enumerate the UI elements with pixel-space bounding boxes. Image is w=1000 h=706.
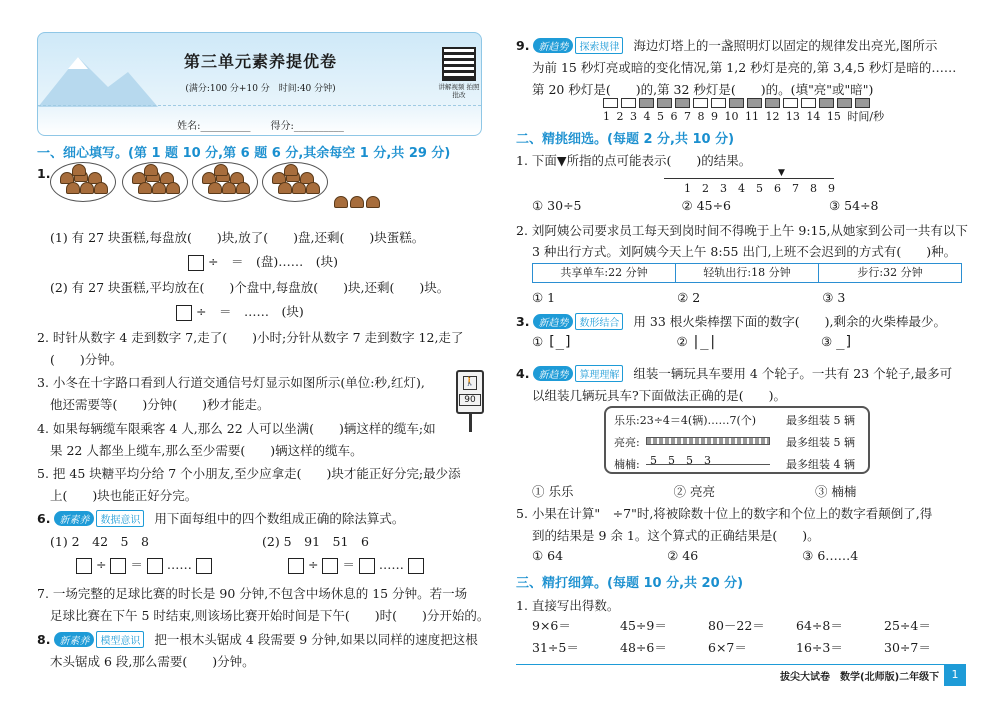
q7: 7. 一场完整的足球比赛的时长是 90 分钟,不包含中场休息的 15 分钟。若一场 [37,586,468,601]
signal-pole [469,414,472,432]
q2-line2: ( )分钟。 [50,352,123,367]
q6-text: 用下面每组中的四个数组成正确的除法算式。 [154,511,405,526]
timeline-cell [837,98,852,108]
q3: 3. 小冬在十字路口看到人行道交通信号灯显示如图所示(单位:秒,红灯), [37,375,425,390]
signal-seconds: 90 [459,394,481,406]
tag-new: 新素养 [54,511,94,526]
q6-answer-1: ÷ ＝ …… [76,555,212,574]
timeline-cell [603,98,618,108]
traffic-signal-icon: 🚶 90 [456,370,484,414]
q6-group1: (1) 2 42 5 8 [50,534,149,549]
cupcake-icon [366,196,380,208]
answer-box[interactable] [147,558,163,574]
timeline-labels: 1 2 3 4 5 6 7 8 9 10 11 12 13 14 15 时间/秒 [603,110,885,123]
timeline-cell [639,98,654,108]
q4: 4. 如果每辆缆车限乘客 4 人,那么 22 人可以坐满( )辆这样的缆车;如 [37,421,436,436]
table-cell: 步行:32 分钟 [857,266,923,279]
cupcake-icon [138,182,152,194]
answer-box[interactable] [188,255,204,271]
option-b[interactable]: ② 45÷6 [681,198,732,213]
q6: 6. 新素养 数据意识 用下面每组中的四个数组成正确的除法算式。 [37,511,405,526]
cupcake-icon [208,182,222,194]
choice-1: 1. 下面▼所指的点可能表示( )的结果。 [516,153,752,168]
calc-item[interactable]: 25÷4＝ [884,618,931,633]
section-3-title: 三、精打细算。(每题 10 分,共 20 分) [516,576,744,591]
answer-box[interactable] [76,558,92,574]
calc-item[interactable]: 9×6＝ [532,618,571,633]
timeline-cell [819,98,834,108]
equation-text: ÷ ＝ (盘)…… (块) [207,254,338,269]
divider [38,105,481,106]
tag-new: 新素养 [54,632,94,647]
option-c[interactable]: ③ 54÷8 [829,198,879,213]
cupcake-icon [152,182,166,194]
footer-text: 拔尖大试卷 数学(北师版)二年级下 [780,672,940,683]
method-box [604,406,870,474]
cupcake-icon [144,164,158,176]
tag-topic: 数据意识 [96,510,144,527]
option-a[interactable]: ① 乐乐 [532,484,574,499]
q1-part1-equation [188,252,338,271]
header-box [37,32,482,136]
choice-4-line2: 以组装几辆玩具车?下面做法正确的是( )。 [532,388,786,403]
q8-line2: 木头锯成 6 段,那么需要( )分钟。 [50,654,255,669]
answer-box[interactable] [288,558,304,574]
cupcake-icon [214,164,228,176]
calc-item[interactable]: 45÷9＝ [620,618,667,633]
nannan-numbers: 5 5 5 3 [650,454,711,467]
calc-item[interactable]: 48÷6＝ [620,640,667,655]
option-c[interactable]: ③ [820,334,833,349]
timeline-cell [657,98,672,108]
tag-topic: 探索规律 [575,37,623,54]
tag-new: 新趋势 [533,38,573,53]
timeline-cell [747,98,762,108]
choice-3-text: 用 33 根火柴棒摆下面的数字( ),剩余的火柴棒最少。 [633,314,947,329]
timeline-cell [783,98,798,108]
cupcake-icon [72,164,86,176]
q1-part1: (1) 有 27 块蛋糕,每盘放( )块,放了( )盘,还剩( )块蛋糕。 [50,230,425,245]
name-score-line: 姓名:__________ 得分:__________ [177,121,344,132]
cupcake-icon [292,182,306,194]
nannan-bar [646,464,770,465]
answer-box[interactable] [408,558,424,574]
timeline-cell [693,98,708,108]
section-1-title: 一、细心填写。(第 1 题 10 分,第 6 题 6 分,其余每空 1 分,共 29 分) [37,146,451,161]
number-line [664,178,834,179]
q4-line2: 果 22 人都坐上缆车,那么至少需要( )辆这样的缆车。 [50,443,363,458]
answer-box[interactable] [359,558,375,574]
timeline-cell [711,98,726,108]
q6-group2: (2) 5 91 51 6 [262,534,369,549]
q7-line2: 足球比赛在下午 5 时结束,则该场比赛开始时间是下午( )时( )分开始的。 [50,608,490,623]
calc-item[interactable]: 6×7＝ [708,640,747,655]
choice-4-options [532,482,856,500]
tag-topic: 模型意识 [96,631,144,648]
cupcake-icon [350,196,364,208]
method-liangliang: 亮亮: [614,436,640,449]
q9-line2: 为前 15 秒灯亮或暗的变化情况,第 1,2 秒灯是亮的,第 3,4,5 秒灯是暗的…… [532,60,957,75]
option-b[interactable]: ② 亮亮 [673,484,715,499]
choice-1-options [532,198,879,213]
option-c[interactable]: ③ 3 [822,290,846,305]
q1-number: 1. [37,166,51,181]
cupcake-icon [236,182,250,194]
cupcake-icon [80,182,94,194]
calc-item[interactable]: 31÷5＝ [532,640,579,655]
tag-topic: 算理理解 [575,365,623,382]
cupcake-icon [278,182,292,194]
timeline-cell [855,98,870,108]
footer-line [516,664,946,665]
choice-3-options: ① [_] ② |_| ③ _] [532,334,854,350]
option-c[interactable]: ③ 6……4 [802,548,859,563]
timeline-cell [621,98,636,108]
choice-5-options [532,548,858,563]
travel-table [532,263,962,283]
result-lele: 最多组装 5 辆 [786,414,855,427]
calc-item[interactable]: 64÷8＝ [796,618,843,633]
q6-answer-2: ÷ ＝ …… [288,555,424,574]
choice-5-line2: 到的结果是 9 余 1。这个算式的正确结果是( )。 [532,528,820,543]
tag-topic: 数形结合 [575,313,623,330]
q2: 2. 时针从数字 4 走到数字 7,走了( )小时;分针从数字 7 走到数字 12,走了 [37,330,464,345]
tag-new: 新趋势 [533,314,573,329]
calc-item[interactable]: 16÷3＝ [796,640,843,655]
calc-1: 1. 直接写出得数。 [516,598,620,613]
answer-box[interactable] [322,558,338,574]
page-number: 1 [944,664,966,686]
page-subtitle: (满分:100 分+10 分 时间:40 分钟) [185,84,336,94]
cupcake-icon [94,182,108,194]
option-b[interactable]: ② [676,334,688,349]
timeline-cell [675,98,690,108]
option-a[interactable]: ① 64 [532,548,564,563]
pointer-icon: ▼ [778,168,785,178]
answer-box[interactable] [110,558,126,574]
option-b[interactable]: ② 46 [667,548,699,563]
option-b[interactable]: ② 2 [677,290,701,305]
timeline-cell [765,98,780,108]
cupcake-icon [66,182,80,194]
option-a[interactable]: ① [532,334,544,349]
calc-item[interactable]: 80－22＝ [708,618,765,633]
answer-box[interactable] [176,305,192,321]
q9-line3: 第 20 秒灯是( )的,第 32 秒灯是( )的。(填"亮"或"暗") [532,82,874,97]
method-nannan: 楠楠: [614,458,640,471]
qr-code-icon[interactable] [442,47,476,81]
q1-part2-equation [176,302,304,321]
cupcake-icon [306,182,320,194]
table-cell: 共享单车:22 分钟 [533,264,676,282]
choice-4-text: 组装一辆玩具车要用 4 个轮子。一共有 23 个轮子,最多可 [633,366,953,381]
cupcake-icon [166,182,180,194]
calc-item[interactable]: 30÷7＝ [884,640,931,655]
choice-5: 5. 小果在计算" ÷7"时,将被除数十位上的数字和个位上的数字看颠倒了,得 [516,506,933,521]
qr-caption: 讲解视频 拍照批改 [438,83,480,99]
choice-2-options [532,290,845,305]
choice-3: 3. 新趋势 数形结合 用 33 根火柴棒摆下面的数字( ),剩余的火柴棒最少。 [516,314,947,329]
q9: 9. 新趋势 探索规律 海边灯塔上的一盏照明灯以固定的规律发出亮光,图所示 [516,38,938,53]
equation-text: ÷ ＝ …… (块) [195,304,304,319]
wheels-icon [646,437,770,445]
timeline-cell [801,98,816,108]
number-line-ticks: 1 2 3 4 5 6 7 8 9 [684,182,835,195]
result-nannan: 最多组装 4 辆 [786,458,855,471]
q5-line2: 上( )块也能正好分完。 [50,488,198,503]
table-cell: 轻轨出行:18 分钟 [676,264,819,282]
method-lele: 乐乐:23÷4＝4(辆)……7(个) [614,414,757,427]
q8-text: 把一根木头锯成 4 段需要 9 分钟,如果以同样的速度把这根 [154,632,478,647]
q8: 8. 新素养 模型意识 把一根木头锯成 4 段需要 9 分钟,如果以同样的速度把这根 [37,632,478,647]
tag-new: 新趋势 [533,366,573,381]
q1-part2: (2) 有 27 块蛋糕,平均放在( )个盘中,每盘放( )块,还剩( )块。 [50,280,450,295]
timeline-cell [729,98,744,108]
cupcake-icon [284,164,298,176]
choice-2-line2: 3 种出行方式。刘阿姨今天上午 8:55 出门,上班不会迟到的方式有( )种。 [532,244,957,259]
q3-line2: 他还需要等( )分钟( )秒才能走。 [50,397,270,412]
answer-box[interactable] [196,558,212,574]
option-a[interactable]: ① 1 [532,290,556,305]
choice-2: 2. 刘阿姨公司要求员工每天到岗时间不得晚于上午 9:15,从她家到公司一共有以下 [516,223,968,238]
result-liangliang: 最多组装 5 辆 [786,436,855,449]
option-a[interactable]: ① 30÷5 [532,198,582,213]
q5: 5. 把 45 块糖平均分给 7 个小朋友,至少应拿走( )块才能正好分完;最少添 [37,466,461,481]
page-title: 第三单元素养提优卷 [183,52,337,71]
choice-4: 4. 新趋势 算理理解 组装一辆玩具车要用 4 个轮子。一共有 23 个轮子,最多可 [516,366,953,381]
q9-text: 海边灯塔上的一盏照明灯以固定的规律发出亮光,图所示 [633,38,938,53]
cupcake-icon [222,182,236,194]
cupcake-icon [334,196,348,208]
section-2-title: 二、精挑细选。(每题 2 分,共 10 分) [516,132,735,147]
option-c[interactable]: ③ 楠楠 [814,484,857,499]
